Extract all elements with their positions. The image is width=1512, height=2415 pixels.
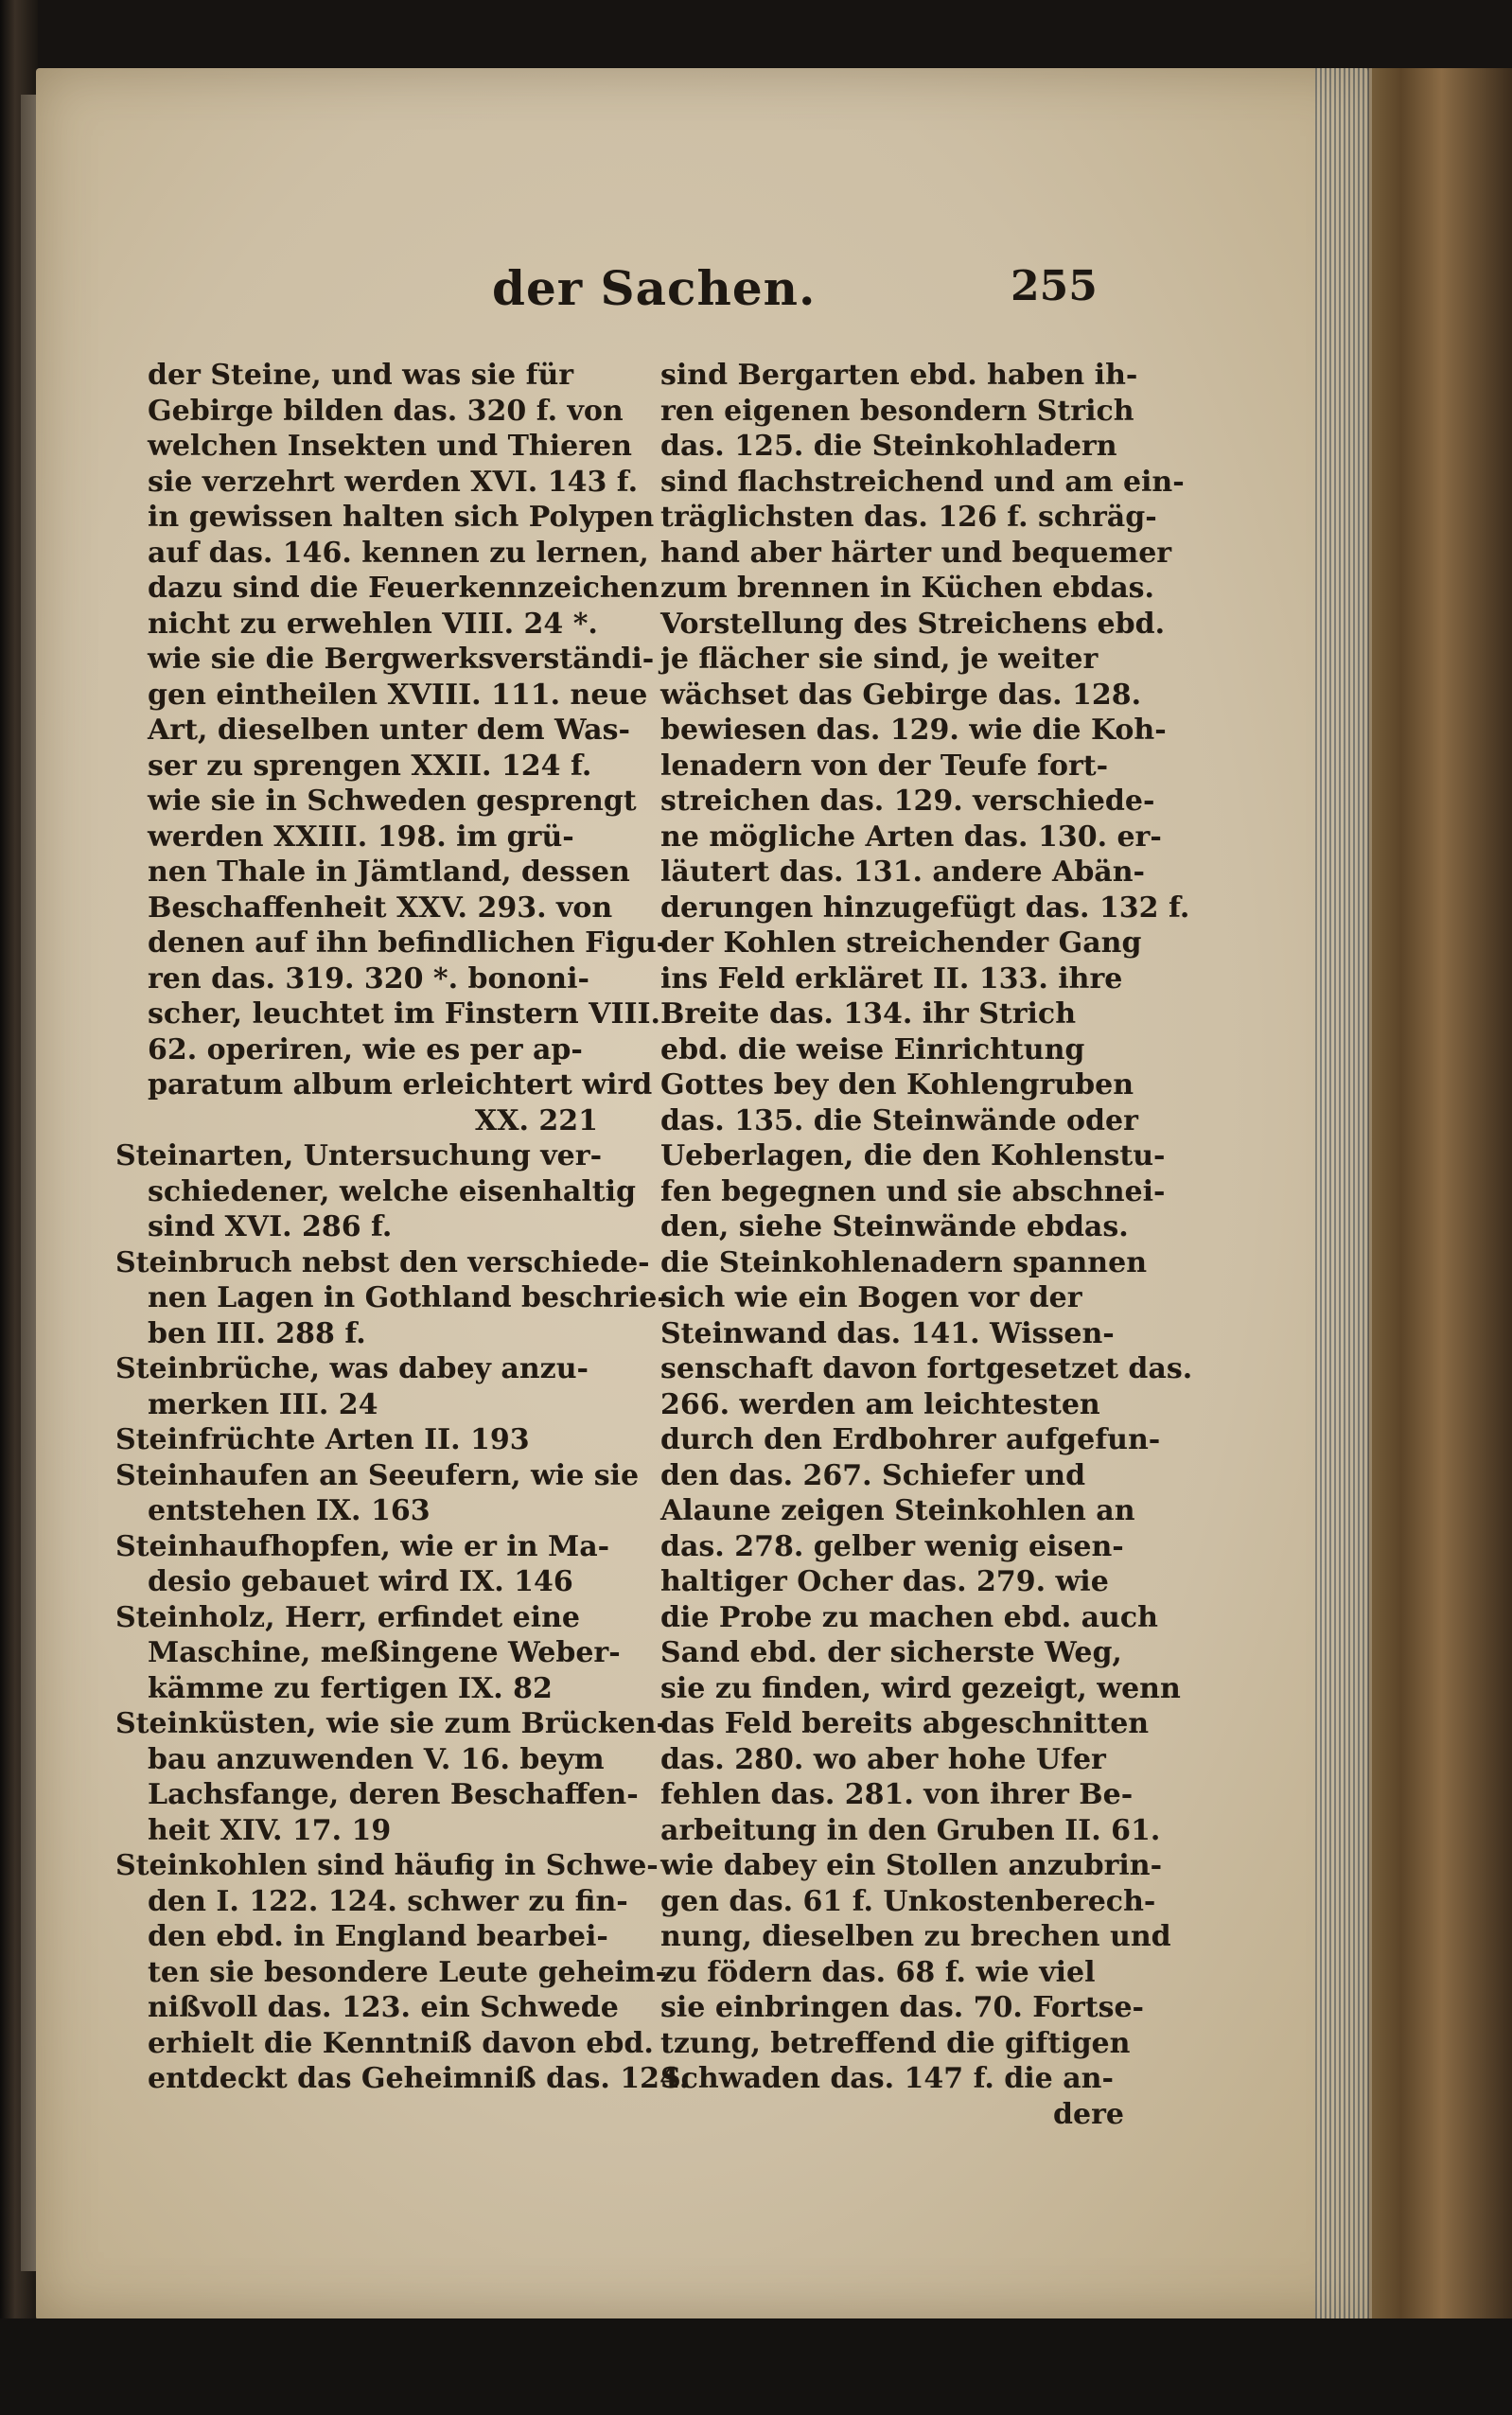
text-line: streichen das. 129. verschiede-	[660, 784, 1155, 818]
page-header	[0, 260, 1315, 326]
text-line: je flächer sie sind, je weiter	[660, 643, 1099, 676]
text-line: durch den Erdbohrer aufgefun-	[660, 1423, 1161, 1456]
text-line: sie einbringen das. 70. Fortse-	[660, 1991, 1145, 2024]
text-line: Steinfrüchte Arten II. 193	[115, 1423, 530, 1456]
text-line: das. 280. wo aber hohe Ufer	[660, 1742, 1106, 1776]
text-line: 62. operiren, wie es per ap-	[148, 1032, 583, 1066]
text-line: sich wie ein Bogen vor der	[660, 1281, 1082, 1314]
right-column	[660, 358, 1193, 2132]
text-line: dere	[1053, 2097, 1124, 2131]
text-line: läutert das. 131. andere Abän-	[660, 855, 1146, 889]
text-line: der Steine, und was sie für	[148, 359, 574, 392]
text-line: Vorstellung des Streichens ebd.	[660, 607, 1166, 641]
text-line: träglichsten das. 126 f. schräg-	[660, 501, 1157, 534]
text-line: in gewissen halten sich Polypen	[148, 501, 655, 534]
text-line: senschaft davon fortgesetzet das.	[660, 1352, 1193, 1385]
text-line: bewiesen das. 129. wie die Koh-	[660, 714, 1167, 747]
text-line: derungen hinzugefügt das. 132 f.	[660, 890, 1190, 925]
text-line: Alaune zeigen Steinkohlen an	[660, 1494, 1135, 1527]
text-line: ren das. 319. 320 *. bononi-	[148, 961, 589, 996]
text-line: der Kohlen streichender Gang	[660, 926, 1142, 960]
text-line: nung, dieselben zu brechen und	[660, 1920, 1171, 1953]
text-line: wie dabey ein Stollen anzubrin-	[660, 1849, 1163, 1882]
running-head: der Sachen.	[492, 260, 817, 316]
text-line: sind Bergarten ebd. haben ih-	[660, 359, 1138, 392]
text-line: Gebirge bilden das. 320 f. von	[148, 394, 624, 428]
text-line: Art, dieselben unter dem Was-	[148, 714, 630, 747]
text-line: Beschaffenheit XXV. 293. von	[148, 890, 613, 925]
text-line: merken III. 24	[148, 1387, 378, 1421]
text-line: den ebd. in England bearbei-	[148, 1920, 608, 1953]
text-line: ben III. 288 f.	[148, 1316, 366, 1350]
text-line: entdeckt das Geheimniß das. 124.	[148, 2062, 690, 2095]
text-line: zu födern das. 68 f. wie viel	[660, 1955, 1096, 1989]
text-line: ne mögliche Arten das. 130. er-	[660, 820, 1162, 854]
scan-background	[0, 2318, 1512, 2415]
text-line: nen Thale in Jämtland, dessen	[148, 855, 630, 889]
text-line: tzung, betreffend die giftigen	[660, 2026, 1131, 2060]
text-line: sind XVI. 286 f.	[148, 1210, 393, 1243]
text-line: heit XIV. 17. 19	[148, 1813, 392, 1847]
text-line: Steinholz, Herr, erfindet eine	[115, 1600, 580, 1634]
text-line: wie sie in Schweden gesprengt	[148, 784, 637, 818]
text-line: haltiger Ocher das. 279. wie	[660, 1565, 1109, 1598]
text-line: Sand ebd. der sicherste Weg,	[660, 1636, 1122, 1669]
text-line: Steinwand das. 141. Wissen-	[660, 1316, 1115, 1350]
text-line: Steinbruch nebst den verschiede-	[115, 1245, 650, 1279]
text-line: kämme zu fertigen IX. 82	[148, 1671, 553, 1705]
text-line: den I. 122. 124. schwer zu fin-	[148, 1884, 628, 1918]
text-line: sie verzehrt werden XVI. 143 f.	[148, 465, 639, 499]
text-line: schiedener, welche eisenhaltig	[148, 1174, 636, 1208]
text-line: das. 135. die Steinwände oder	[660, 1103, 1138, 1137]
text-line: werden XXIII. 198. im grü-	[148, 820, 574, 854]
text-line: dazu sind die Feuerkennzeichen	[148, 572, 659, 605]
text-line: denen auf ihn befindlichen Figu-	[148, 926, 669, 960]
text-line: nicht zu erwehlen VIII. 24 *.	[148, 607, 598, 641]
text-line: fehlen das. 281. von ihrer Be-	[660, 1778, 1134, 1811]
text-line: wie sie die Bergwerksverständi-	[148, 643, 655, 676]
text-line: wächset das Gebirge das. 128.	[660, 678, 1142, 712]
text-line: ebd. die weise Einrichtung	[660, 1032, 1085, 1066]
text-line: paratum album erleichtert wird	[148, 1068, 653, 1102]
text-line: Steinhaufen an Seeufern, wie sie	[115, 1458, 640, 1492]
text-line: die Probe zu machen ebd. auch	[660, 1600, 1158, 1634]
text-line: nen Lagen in Gothland beschrie-	[148, 1281, 669, 1314]
text-line: nißvoll das. 123. ein Schwede	[148, 1991, 619, 2024]
text-line: ins Feld erkläret II. 133. ihre	[660, 961, 1123, 996]
text-line: gen eintheilen XVIII. 111. neue	[148, 678, 648, 712]
text-line: arbeitung in den Gruben II. 61.	[660, 1813, 1161, 1847]
text-line: entstehen IX. 163	[148, 1494, 431, 1527]
text-line: sie zu finden, wird gezeigt, wenn	[660, 1671, 1181, 1705]
text-line: ser zu sprengen XXII. 124 f.	[148, 749, 592, 783]
text-line: das. 125. die Steinkohladern	[660, 430, 1117, 463]
text-line: Maschine, meßingene Weber-	[148, 1636, 621, 1669]
page-stack-edges	[1315, 68, 1372, 2320]
text-line: Lachsfange, deren Beschaffen-	[148, 1778, 639, 1811]
page-number: 255	[1011, 262, 1098, 310]
text-line: scher, leuchtet im Finstern VIII.	[148, 997, 660, 1031]
text-line: desio gebauet wird IX. 146	[148, 1565, 573, 1598]
text-line: XX. 221	[474, 1103, 598, 1137]
text-line: Ueberlagen, die den Kohlenstu-	[660, 1139, 1166, 1172]
text-line: auf das. 146. kennen zu lernen,	[148, 536, 649, 570]
text-line: hand aber härter und bequemer	[660, 536, 1172, 570]
text-line: den, siehe Steinwände ebdas.	[660, 1210, 1129, 1243]
text-line: Steinkohlen sind häufig in Schwe-	[115, 1849, 659, 1882]
text-line: Schwaden das. 147 f. die an-	[660, 2062, 1114, 2095]
text-line: die Steinkohlenadern spannen	[660, 1245, 1148, 1279]
text-line: das Feld bereits abgeschnitten	[660, 1707, 1150, 1740]
text-line: Steinbrüche, was dabey anzu-	[115, 1352, 589, 1385]
text-line: Gottes bey den Kohlengruben	[660, 1068, 1134, 1102]
text-line: Steinarten, Untersuchung ver-	[115, 1139, 603, 1172]
text-line: Breite das. 134. ihr Strich	[660, 997, 1076, 1031]
text-line: gen das. 61 f. Unkostenberech-	[660, 1884, 1156, 1918]
text-line: Steinküsten, wie sie zum Brücken-	[115, 1707, 668, 1740]
text-line: ten sie besondere Leute geheim-	[148, 1955, 668, 1989]
left-column	[115, 358, 690, 2097]
text-line: sind flachstreichend und am ein-	[660, 465, 1185, 499]
text-line: 266. werden am leichtesten	[660, 1387, 1100, 1421]
text-line: fen begegnen und sie abschnei-	[660, 1174, 1166, 1208]
text-line: Steinhaufhopfen, wie er in Ma-	[115, 1529, 610, 1563]
text-line: das. 278. gelber wenig eisen-	[660, 1529, 1124, 1563]
text-line: lenadern von der Teufe fort-	[660, 749, 1109, 783]
text-line: ren eigenen besondern Strich	[660, 394, 1134, 428]
text-line: erhielt die Kenntniß davon ebd.	[148, 2026, 654, 2060]
text-line: bau anzuwenden V. 16. beym	[148, 1742, 605, 1776]
text-line: zum brennen in Küchen ebdas.	[660, 572, 1154, 605]
text-line: den das. 267. Schiefer und	[660, 1458, 1086, 1492]
text-line: welchen Insekten und Thieren	[148, 430, 632, 463]
